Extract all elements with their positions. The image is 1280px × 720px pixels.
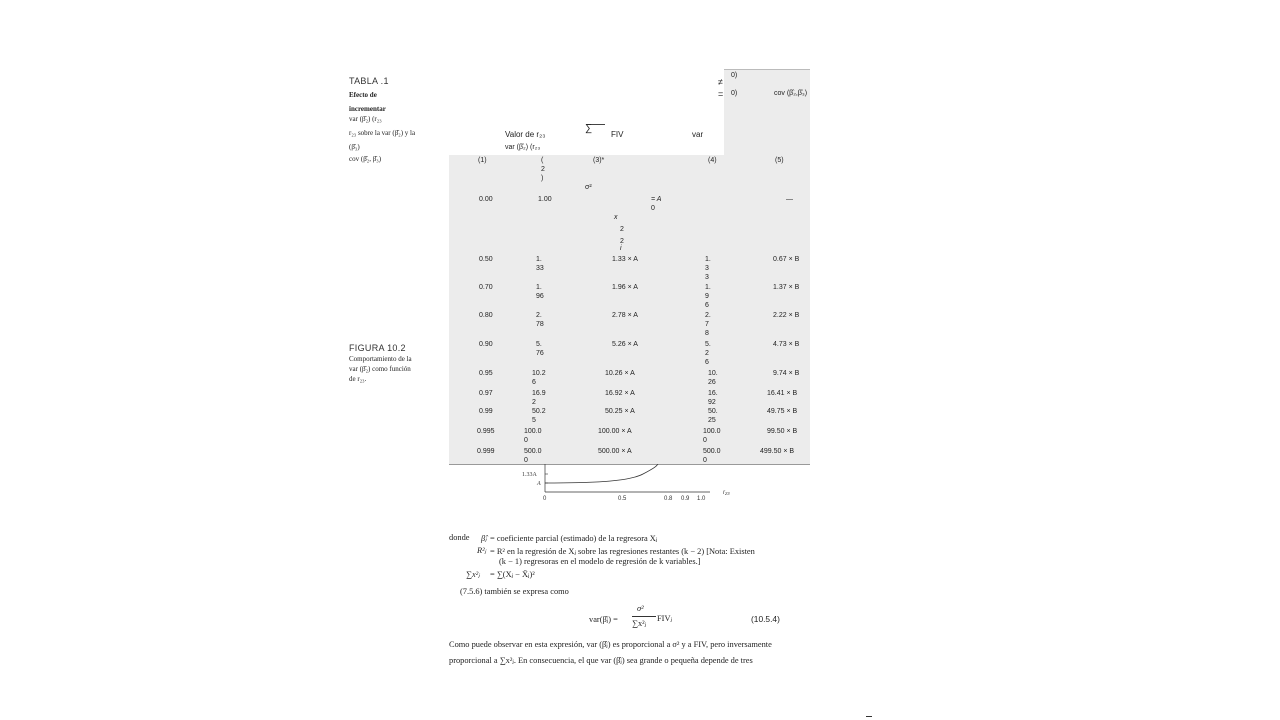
row-c4: 500.0	[703, 448, 721, 455]
eq-rhs: FIVⱼ	[657, 614, 672, 623]
figure-plot	[518, 464, 758, 504]
eq-number: (10.5.4)	[751, 614, 780, 624]
row-fiv-b: 33	[536, 265, 544, 272]
figure-caption-line: var (β̂₂) como función	[349, 365, 411, 373]
row-cov: 49.75 × B	[767, 408, 798, 415]
row-c4: 50.	[708, 408, 718, 415]
row-fiv-b: 96	[536, 293, 544, 300]
table-title-line: incrementar	[349, 105, 386, 113]
row-var: 500.00 × A	[598, 448, 632, 455]
eq-numerator: σ²	[637, 604, 644, 613]
row-cov: 99.50 × B	[767, 428, 798, 435]
row-fiv-a: 1.	[536, 256, 542, 263]
paragraph-line-1: Como puede observar en esta expresión, var (β̂ⱼ) es proporcional a σ² y a FIV, pero inversamente	[449, 640, 772, 649]
y-tick-label-1: 1.33A	[522, 472, 537, 478]
row-cov: 0.67 × B	[773, 256, 800, 263]
row-fiv-b: 76	[536, 350, 544, 357]
row-fiv-b: 6	[532, 379, 536, 386]
row-fiv-b: 0	[524, 437, 528, 444]
row-r: 0.50	[479, 256, 493, 263]
row-c4: 3	[705, 265, 709, 272]
row-r: 0.999	[477, 448, 495, 455]
col-num-4: (4)	[708, 157, 717, 164]
table-title-line: var (β̂₂) (r₂₃	[349, 115, 382, 123]
col-num-1: (1)	[478, 157, 487, 164]
x-tick-label: 1.0	[697, 496, 706, 502]
header-cov: cov (β̂₂,β̂₃)	[774, 90, 808, 97]
var-curve	[545, 464, 658, 483]
row-c4: 25	[708, 417, 716, 424]
col-num-2b: 2	[541, 166, 545, 173]
row-fiv-b: 5	[532, 417, 536, 424]
row-r: 0.70	[479, 284, 493, 291]
row0-eqA: = A	[651, 196, 662, 203]
row-c4: 8	[705, 330, 709, 337]
row-c4: 6	[705, 302, 709, 309]
row-fiv-a: 10.2	[532, 370, 546, 377]
sigma-squared: σ²	[585, 184, 592, 191]
def1-symbol: β̂ⱼ	[481, 534, 487, 543]
table-body-block	[449, 155, 810, 464]
def2-text-1: = R² en la regresión de Xⱼ sobre las regresiones restantes (k − 2) [Nota: Existen	[490, 547, 755, 556]
header-zero-2: 0)	[731, 90, 738, 97]
eq-fraction-bar	[632, 616, 656, 617]
header-valor: Valor de r₂₃	[505, 130, 546, 139]
x-axis-label: r₂₃	[723, 490, 730, 496]
col-num-2c: )	[541, 175, 544, 182]
row0-i: i	[620, 245, 622, 252]
row-var: 16.92 × A	[605, 390, 635, 397]
row-var: 100.00 × A	[598, 428, 632, 435]
row-var: 1.96 × A	[612, 284, 638, 291]
row-r: 0.90	[479, 341, 493, 348]
row-cov: 499.50 × B	[760, 448, 795, 455]
row0-dash: —	[786, 196, 793, 203]
row-fiv-a: 50.2	[532, 408, 546, 415]
row-c4: 100.0	[703, 428, 721, 435]
figure-caption-line: de r₂₃.	[349, 375, 367, 383]
figure-label: FIGURA 10.2	[349, 343, 406, 353]
row-r: 0.99	[479, 408, 493, 415]
row-c4: 7	[705, 321, 709, 328]
header-fiv: FIV	[611, 130, 624, 139]
row-c4: 16.	[708, 390, 718, 397]
donde-word: donde	[449, 533, 470, 542]
row-c4: 0	[703, 437, 707, 444]
def3-symbol: ∑x²ⱼ	[466, 570, 480, 579]
def2-symbol: R²ⱼ	[477, 546, 487, 555]
row-fiv-b: 0	[524, 457, 528, 464]
table-header-block	[724, 70, 810, 155]
x-tick-label: 0.8	[664, 496, 673, 502]
row-fiv-a: 2.	[536, 312, 542, 319]
row-c4: 3	[705, 274, 709, 281]
row-r: 0.80	[479, 312, 493, 319]
row-c4: 10.	[708, 370, 718, 377]
row-fiv-b: 2	[532, 399, 536, 406]
figure-caption-line: Comportamiento de la	[349, 355, 412, 363]
row0-fiv: 1.00	[538, 196, 552, 203]
row-c4: 26	[708, 379, 716, 386]
row-r: 0.97	[479, 390, 493, 397]
row-c4: 2.	[705, 312, 711, 319]
row-var: 5.26 × A	[612, 341, 638, 348]
col-num-3: (3)*	[593, 157, 605, 164]
eq-sign: =	[718, 89, 724, 99]
header-zero-1: 0)	[731, 72, 738, 79]
table-title-line: (β̂₃)	[349, 143, 360, 151]
row-cov: 9.74 × B	[773, 370, 800, 377]
row-c4: 1.	[705, 256, 711, 263]
row-fiv-a: 500.0	[524, 448, 542, 455]
y-tick-label-2: A	[537, 481, 541, 487]
row-cov: 16.41 × B	[767, 390, 798, 397]
table-title-line: Efecto de	[349, 91, 377, 99]
def3-text: = ∑(Xⱼ − X̄ⱼ)²	[490, 570, 535, 579]
table-title-line: r₂₃ sobre la var (β̂₂) y la	[349, 129, 416, 137]
row-r: 0.995	[477, 428, 495, 435]
def1-text: = coeficiente parcial (estimado) de la regresora Xⱼ	[490, 534, 658, 543]
table-label: TABLA .1	[349, 76, 389, 86]
row-c4: 5.	[705, 341, 711, 348]
row-var: 10.26 × A	[605, 370, 635, 377]
row-r: 0.95	[479, 370, 493, 377]
page-mark	[866, 716, 872, 717]
x-tick-label: 0.9	[681, 496, 690, 502]
def2-text-2: (k − 1) regresoras en el modelo de regresión de k variables.]	[499, 557, 701, 566]
col-num-5: (5)	[775, 157, 784, 164]
row0-a0: 0	[651, 205, 655, 212]
x-tick-label: 0.5	[618, 496, 627, 502]
row-c4: 0	[703, 457, 707, 464]
sigma-symbol: ∑	[585, 123, 593, 134]
row-c4: 6	[705, 359, 709, 366]
row0-two1: 2	[620, 226, 624, 233]
row-fiv-a: 16.9	[532, 390, 546, 397]
row-cov: 1.37 × B	[773, 284, 800, 291]
row0-two2: 2	[620, 238, 624, 245]
row-c4: 2	[705, 350, 709, 357]
also-expressed: (7.5.6) también se expresa como	[460, 587, 569, 596]
row-cov: 4.73 × B	[773, 341, 800, 348]
row-fiv-a: 100.0	[524, 428, 542, 435]
row0-r: 0.00	[479, 196, 493, 203]
row-c4: 9	[705, 293, 709, 300]
header-var-paren: var (β̂₂) (r₂₃	[505, 144, 541, 151]
row-var: 1.33 × A	[612, 256, 638, 263]
eq-lhs: var(β̂ⱼ) =	[589, 615, 618, 624]
col-num-2a: (	[541, 157, 544, 164]
paragraph-line-2: proporcional a ∑x²ⱼ. En consecuencia, el que var (β̂ⱼ) sea grande o pequeña depende de tres	[449, 656, 753, 665]
neq-sign: ≠	[718, 77, 723, 87]
row-cov: 2.22 × B	[773, 312, 800, 319]
row0-x: x	[614, 214, 618, 221]
row-fiv-a: 1.	[536, 284, 542, 291]
x-tick-label: 0	[543, 496, 547, 502]
row-c4: 1.	[705, 284, 711, 291]
row-fiv-a: 5.	[536, 341, 542, 348]
header-var: var	[692, 130, 704, 139]
row-c4: 92	[708, 399, 716, 406]
row-var: 2.78 × A	[612, 312, 638, 319]
row-var: 50.25 × A	[605, 408, 635, 415]
row-fiv-b: 78	[536, 321, 544, 328]
eq-denominator: ∑x²ⱼ	[632, 619, 647, 628]
table-title-line: cov (β̂₂, β̂₃)	[349, 155, 382, 163]
